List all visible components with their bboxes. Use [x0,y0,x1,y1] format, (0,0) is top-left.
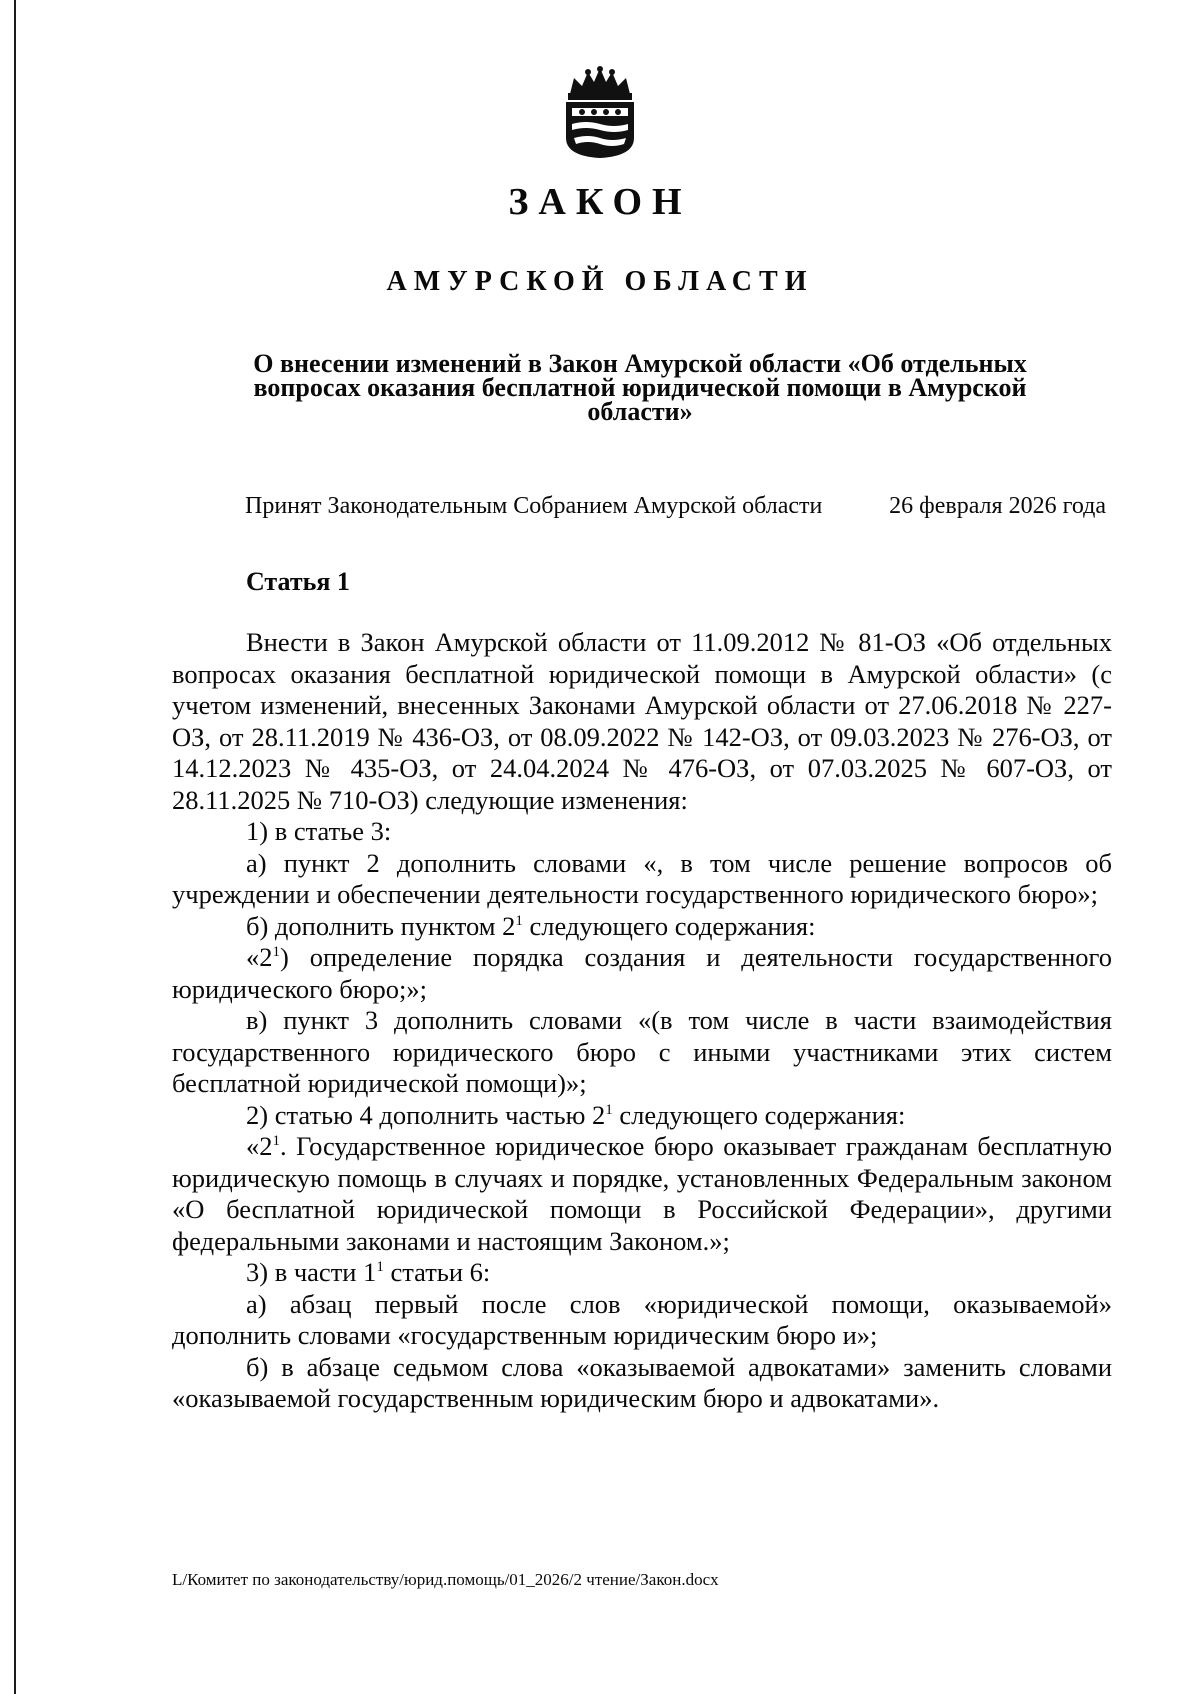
law-name-line: О внесении изменений в Закон Амурской области «Об отдельных [253,349,1027,378]
item-3: 3) в части $1^1$ статьи 6: [246,1257,491,1287]
adoption-date: 26 февраля 2026 года [889,493,1106,519]
law-name [190,349,1090,426]
adoption-line [245,493,1106,520]
scan-edge-line [14,0,16,1694]
article-intro: Внести в Закон Амурской области от 11.09.2012 № 81-ОЗ «Об отдельных вопросах оказания бесплатной юридической помощи в Амурской области» (с учетом изменений, внесенных Законами Амурской области от 27.06.2018 № 227-ОЗ, от 28.11.2019 № 436-ОЗ, от 08.09.2022 № 142-ОЗ, от 09.03.2023 № 276-ОЗ, от 14.12.2023 № 435-ОЗ, от 24.04.2024 № 476-ОЗ, от 07.03.2025 № 607-ОЗ, от 28.11.2025 № 710-ОЗ) следующие изменения: [172,627,1112,815]
item-1b: б) дополнить пунктом $2^1$ следующего содержания: [246,910,816,941]
document-subtitle: АМУРСКОЙ ОБЛАСТИ [386,266,814,297]
article-title: Статья 1 [246,567,350,596]
law-name-line: вопросах оказания бесплатной юридической помощи в Амурской [253,373,1027,402]
amur-oblast-coat-of-arms-icon [558,66,642,158]
item-1c: в) пункт 3 дополнить словами «(в том числе в части взаимодействия государственного юридического бюро с иными участниками этих систем бесплатной юридической помощи)»; [172,1005,1112,1098]
item-3a: а) абзац первый после слов «юридической помощи, оказываемой» дополнить словами «государственным юридическим бюро и»; [172,1288,1112,1350]
item-3b: б) в абзаце седьмом слова «оказываемой адвокатами» заменить словами «оказываемой государственным юридическим бюро и адвокатами». [172,1351,1112,1413]
document-title: ЗАКОН [508,181,692,223]
item-1a: а) пункт 2 дополнить словами «, в том числе решение вопросов об учреждении и обеспечении деятельности государственного юридического бюро»; [172,847,1112,909]
article-body [172,627,1112,1415]
adopted-by: Принят Законодательным Собранием Амурской области [245,493,823,519]
item-2: 2) статью 4 дополнить частью $2^1$ следующего содержания: [246,1099,906,1130]
item-2-quote: «$2^1$. Государственное юридическое бюро оказывает гражданам бесплатную юридическую помощь в случаях и порядке, установленных Федеральным законом «О бесплатной юридической помощи в Российской Федерации», другими федеральными законами и настоящим Законом.»; [172,1131,1112,1256]
file-path-footer: L/Комитет по законодательству/юрид.помощь/01_2026/2 чтение/Закон.docx [172,1570,719,1589]
law-name-line: области» [587,397,693,426]
item-1: 1) в статье 3: [246,816,392,846]
item-1b-quote: «$2^1$) определение порядка создания и деятельности государственного юридического бюро;»; [172,942,1112,1004]
